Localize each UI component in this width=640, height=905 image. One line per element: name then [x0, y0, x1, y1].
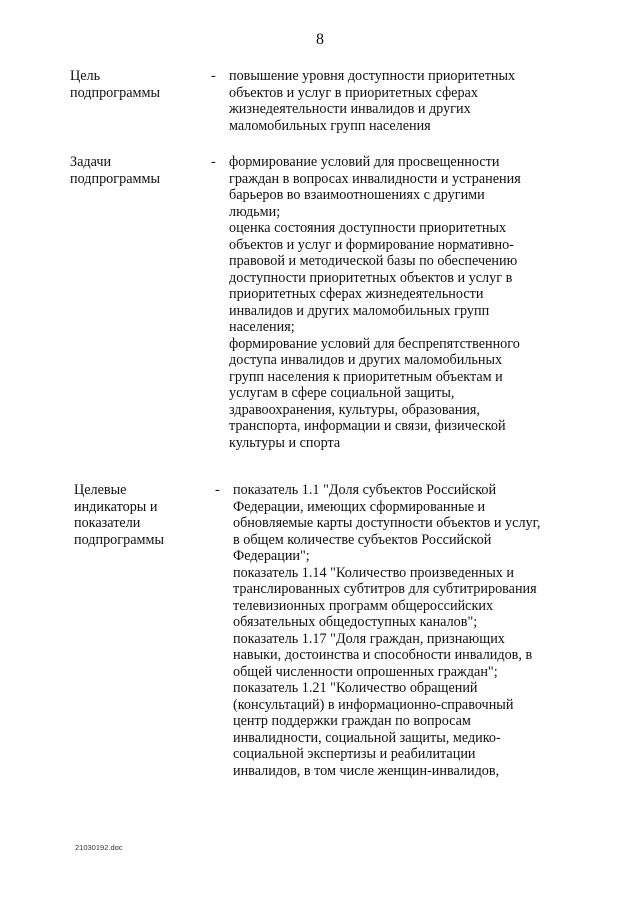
- section-label: Задачи подпрограммы: [70, 154, 160, 187]
- page-number: 8: [316, 31, 324, 48]
- section-label: Цель подпрограммы: [70, 68, 160, 101]
- section-label: Целевые индикаторы и показатели подпрограммы: [74, 482, 164, 548]
- section-value: формирование условий для просвещенности граждан в вопросах инвалидности и устранения барьеров во взаимоотношениях с другими людьми; оценка состояния доступности приоритетных объектов и услуг и формирование нормативно- правовой и методической базы по обеспечению доступности приоритетных объектов и услуг в приоритетных сферах жизнедеятельности инвалидов и других маломобильных групп населения; формирование условий для беспрепятственного доступа инвалидов и других маломобильных групп населения к приоритетным объектам и услугам в сфере социальной защиты, здравоохранения, культуры, образования, транспорта, информации и связи, физической культуры и спорта: [229, 154, 521, 451]
- section-dash: -: [211, 68, 216, 84]
- section-dash: -: [211, 154, 216, 170]
- footer-filename: 21030192.doc: [75, 843, 123, 852]
- section-value: показатель 1.1 "Доля субъектов Российской Федерации, имеющих сформированные и обновляемые карты доступности объектов и услуг, в общем количестве субъектов Российской Федерации"; показатель 1.14 "Количество произведенных и транслированных субтитров для субтитрирования телевизионных программ общероссийских обязательных общедоступных каналов"; показатель 1.17 "Доля граждан, признающих навыки, достоинства и способности инвалидов, в общей численности опрошенных граждан"; показатель 1.21 "Количество обращений (консультаций) в информационно-справочный центр поддержки граждан по вопросам инвалидности, социальной защиты, медико- социальной экспертизы и реабилитации инвалидов, в том числе женщин-инвалидов,: [233, 482, 541, 779]
- section-value: повышение уровня доступности приоритетных объектов и услуг в приоритетных сферах жизнедеятельности инвалидов и других маломобильных групп населения: [229, 68, 516, 134]
- section-dash: -: [215, 482, 220, 498]
